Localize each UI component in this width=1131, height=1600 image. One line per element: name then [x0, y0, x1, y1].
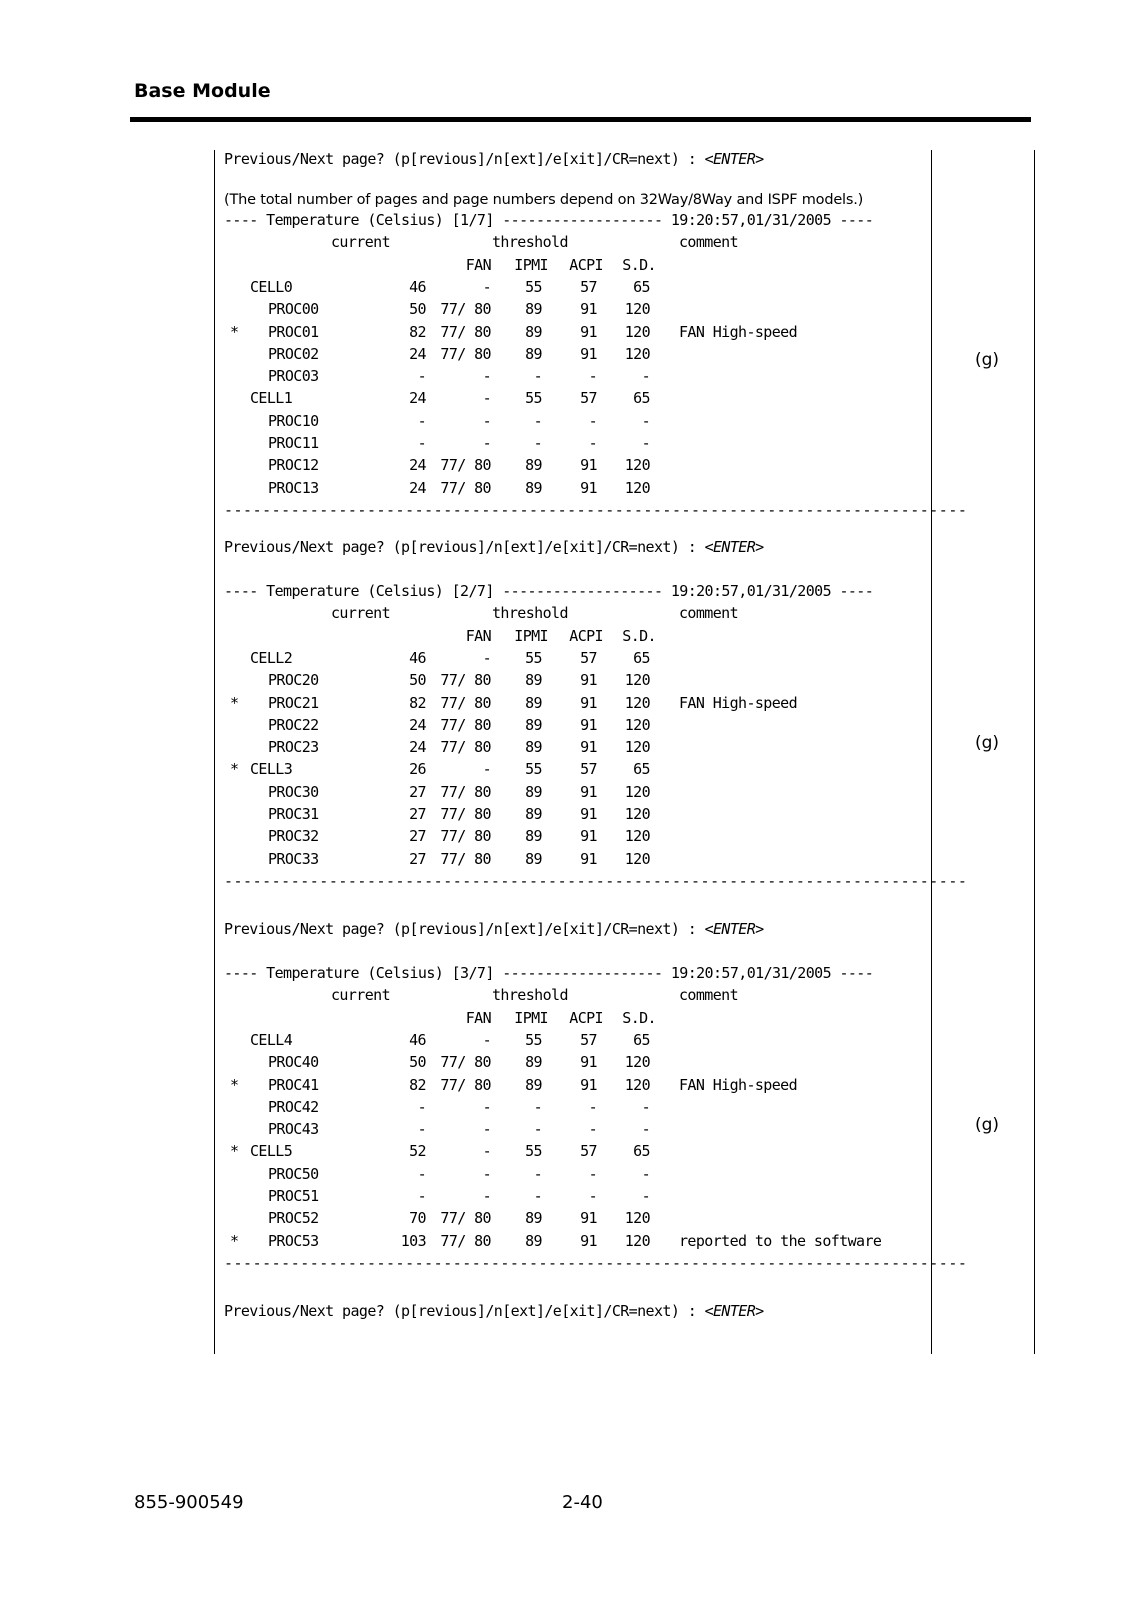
row-fan-threshold: 77/ 80 [440, 738, 491, 757]
row-fan-threshold: 77/ 80 [440, 300, 491, 319]
table-row [224, 714, 914, 736]
console-line [224, 1007, 914, 1029]
column-header-threshold: threshold [492, 233, 568, 252]
row-component-name: CELL0 [250, 277, 293, 296]
dashed-separator: ------------------------------------------------------------------------------ [224, 871, 968, 890]
row-fan-threshold: - [482, 1120, 491, 1139]
table-row [224, 1140, 914, 1162]
row-current-temp: 27 [409, 849, 426, 868]
pager-prompt [224, 536, 764, 558]
row-ipmi-threshold: - [533, 411, 542, 430]
column-header-acpi: ACPI [569, 626, 603, 645]
row-fan-threshold: 77/ 80 [440, 827, 491, 846]
row-flag: * [230, 1075, 239, 1094]
row-sd-threshold: 65 [633, 277, 650, 296]
row-sd-threshold: - [641, 411, 650, 430]
table-row [224, 736, 914, 758]
row-component-name: PROC40 [268, 1053, 319, 1072]
row-component-name: CELL4 [250, 1030, 293, 1049]
row-sd-threshold: 120 [624, 344, 650, 363]
row-fan-threshold: - [482, 411, 491, 430]
row-sd-threshold: 120 [624, 805, 650, 823]
dashed-separator: ------------------------------------------------------------------------------ [224, 1253, 968, 1272]
console-line [224, 231, 914, 253]
row-sd-threshold: 120 [624, 322, 650, 341]
temperature-page-title: ---- Temperature (Celsius) [2/7] ------------------- 19:20:57,01/31/2005 ---- [224, 582, 874, 600]
row-current-temp: - [417, 411, 426, 430]
row-current-temp: 82 [409, 1075, 426, 1094]
column-header-threshold: threshold [492, 986, 568, 1005]
pager-prompt [224, 148, 764, 170]
table-row [224, 781, 914, 803]
column-header-acpi: ACPI [569, 255, 603, 274]
enter-key-label: <ENTER> [704, 1302, 764, 1320]
row-sd-threshold: 120 [624, 1075, 650, 1094]
row-sd-threshold: - [641, 1187, 650, 1205]
temperature-page-title: ---- Temperature (Celsius) [3/7] ------------------- 19:20:57,01/31/2005 ---- [224, 964, 874, 982]
row-current-temp: 52 [409, 1142, 426, 1161]
row-fan-threshold: 77/ 80 [440, 1053, 491, 1072]
row-component-name: PROC52 [268, 1209, 319, 1228]
column-header-current: current [331, 233, 391, 252]
row-acpi-threshold: 91 [580, 849, 597, 868]
row-fan-threshold: 77/ 80 [440, 1075, 491, 1094]
row-fan-threshold: 77/ 80 [440, 322, 491, 341]
table-row [224, 1051, 914, 1073]
row-sd-threshold: 120 [624, 782, 650, 801]
column-header-acpi: ACPI [569, 1008, 603, 1027]
row-sd-threshold: 120 [624, 478, 650, 497]
row-acpi-threshold: - [588, 367, 597, 386]
console-line [224, 602, 914, 624]
row-acpi-threshold: - [588, 411, 597, 430]
row-component-name: PROC31 [268, 805, 319, 823]
row-fan-threshold: - [482, 648, 491, 667]
row-fan-threshold: - [482, 389, 491, 408]
row-sd-threshold: 120 [624, 849, 650, 868]
row-acpi-threshold: 91 [580, 1231, 597, 1250]
row-sd-threshold: 120 [624, 693, 650, 712]
row-ipmi-threshold: - [533, 1187, 542, 1205]
row-ipmi-threshold: 55 [525, 1030, 542, 1049]
prompt-text: Previous/Next page? (p[revious]/n[ext]/e[xit]/CR=next) : [224, 538, 705, 556]
row-ipmi-threshold: 89 [525, 300, 542, 319]
row-component-name: PROC22 [268, 715, 319, 734]
row-current-temp: 24 [409, 738, 426, 757]
row-ipmi-threshold: 89 [525, 671, 542, 690]
row-fan-threshold: 77/ 80 [440, 478, 491, 497]
table-row [224, 410, 914, 432]
frame-mark-rule [931, 150, 932, 1354]
table-row [224, 432, 914, 454]
row-current-temp: - [417, 1120, 426, 1139]
row-sd-threshold: 65 [633, 760, 650, 779]
row-ipmi-threshold: 89 [525, 456, 542, 475]
row-current-temp: 82 [409, 693, 426, 712]
row-fan-threshold: 77/ 80 [440, 344, 491, 363]
row-component-name: PROC41 [268, 1075, 319, 1094]
pager-prompt [224, 918, 764, 940]
row-sd-threshold: 120 [624, 1053, 650, 1072]
row-comment: FAN High-speed [679, 1075, 798, 1094]
row-sd-threshold: 65 [633, 1142, 650, 1161]
enter-key-label: <ENTER> [704, 538, 764, 556]
row-ipmi-threshold: 55 [525, 648, 542, 667]
row-component-name: CELL3 [250, 760, 293, 779]
row-ipmi-threshold: 89 [525, 344, 542, 363]
row-component-name: PROC43 [268, 1120, 319, 1139]
row-flag: * [230, 1142, 239, 1161]
row-current-temp: 70 [409, 1209, 426, 1228]
row-component-name: PROC00 [268, 300, 319, 319]
row-sd-threshold: 65 [633, 648, 650, 667]
row-current-temp: 27 [409, 782, 426, 801]
row-component-name: PROC42 [268, 1097, 319, 1116]
row-current-temp: 24 [409, 344, 426, 363]
row-fan-threshold: - [482, 434, 491, 452]
row-ipmi-threshold: 89 [525, 1075, 542, 1094]
column-header-sd: S.D. [622, 255, 656, 274]
table-row [224, 669, 914, 691]
row-fan-threshold: 77/ 80 [440, 456, 491, 475]
row-ipmi-threshold: 89 [525, 693, 542, 712]
row-current-temp: 46 [409, 648, 426, 667]
row-fan-threshold: 77/ 80 [440, 1209, 491, 1228]
row-acpi-threshold: - [588, 1120, 597, 1139]
row-sd-threshold: 120 [624, 1209, 650, 1228]
row-ipmi-threshold: 89 [525, 738, 542, 757]
row-component-name: PROC53 [268, 1231, 319, 1250]
row-ipmi-threshold: 89 [525, 322, 542, 341]
row-acpi-threshold: 91 [580, 1053, 597, 1072]
row-acpi-threshold: 91 [580, 344, 597, 363]
row-fan-threshold: 77/ 80 [440, 715, 491, 734]
console-line [224, 254, 914, 276]
row-current-temp: 27 [409, 827, 426, 846]
row-acpi-threshold: 91 [580, 1209, 597, 1228]
models-note: (The total number of pages and page numbers depend on 32Way/8Way and ISPF models.) [224, 192, 864, 208]
column-header-current: current [331, 604, 391, 623]
row-flag: * [230, 322, 239, 341]
row-acpi-threshold: 91 [580, 715, 597, 734]
column-header-comment: comment [679, 233, 739, 252]
row-flag: * [230, 1231, 239, 1250]
row-component-name: CELL2 [250, 648, 293, 667]
row-fan-threshold: - [482, 367, 491, 386]
row-current-temp: - [417, 1097, 426, 1116]
row-current-temp: 26 [409, 760, 426, 779]
column-header-fan: FAN [465, 626, 491, 645]
row-acpi-threshold: 91 [580, 478, 597, 497]
row-ipmi-threshold: 55 [525, 389, 542, 408]
row-component-name: PROC32 [268, 827, 319, 846]
row-flag: * [230, 760, 239, 779]
row-current-temp: 46 [409, 1030, 426, 1049]
frame-right-rule [1034, 150, 1035, 1354]
row-component-name: PROC03 [268, 367, 319, 386]
row-ipmi-threshold: 89 [525, 849, 542, 868]
row-ipmi-threshold: - [533, 1164, 542, 1183]
row-sd-threshold: - [641, 1097, 650, 1116]
change-mark: (g) [975, 350, 1000, 370]
row-acpi-threshold: - [588, 1187, 597, 1205]
row-sd-threshold: 120 [624, 1231, 650, 1250]
row-component-name: CELL5 [250, 1142, 293, 1161]
row-acpi-threshold: - [588, 1164, 597, 1183]
row-acpi-threshold: 91 [580, 456, 597, 475]
row-current-temp: 50 [409, 671, 426, 690]
table-row [224, 1163, 914, 1185]
row-ipmi-threshold: 89 [525, 1209, 542, 1228]
row-current-temp: - [417, 367, 426, 386]
row-ipmi-threshold: - [533, 367, 542, 386]
column-header-sd: S.D. [622, 1008, 656, 1027]
row-component-name: PROC50 [268, 1164, 319, 1183]
column-header-sd: S.D. [622, 626, 656, 645]
row-sd-threshold: 120 [624, 456, 650, 475]
row-component-name: PROC12 [268, 456, 319, 475]
row-acpi-threshold: 57 [580, 760, 597, 779]
row-sd-threshold: 120 [624, 300, 650, 319]
row-fan-threshold: - [482, 1187, 491, 1205]
table-row [224, 1074, 914, 1096]
table-row [224, 1118, 914, 1140]
row-comment: reported to the software [679, 1231, 882, 1250]
table-row [224, 298, 914, 320]
row-current-temp: 46 [409, 277, 426, 296]
row-current-temp: 50 [409, 1053, 426, 1072]
row-current-temp: 24 [409, 715, 426, 734]
row-sd-threshold: 65 [633, 1030, 650, 1049]
column-header-ipmi: IPMI [514, 255, 548, 274]
row-sd-threshold: 120 [624, 827, 650, 846]
table-row [224, 276, 914, 298]
table-row [224, 1207, 914, 1229]
prompt-text: Previous/Next page? (p[revious]/n[ext]/e[xit]/CR=next) : [224, 920, 705, 938]
row-fan-threshold: 77/ 80 [440, 782, 491, 801]
console-line [224, 625, 914, 647]
table-row [224, 477, 914, 499]
row-acpi-threshold: - [588, 1097, 597, 1116]
row-acpi-threshold: 91 [580, 827, 597, 846]
row-current-temp: 103 [400, 1231, 426, 1250]
row-component-name: PROC02 [268, 344, 319, 363]
row-ipmi-threshold: 55 [525, 1142, 542, 1161]
row-acpi-threshold: 57 [580, 389, 597, 408]
pager-prompt [224, 1300, 764, 1322]
row-ipmi-threshold: 89 [525, 1053, 542, 1072]
row-ipmi-threshold: - [533, 1097, 542, 1116]
table-row [224, 1230, 914, 1252]
row-flag: * [230, 693, 239, 712]
row-component-name: PROC51 [268, 1187, 319, 1205]
enter-key-label: <ENTER> [704, 920, 764, 938]
row-ipmi-threshold: - [533, 1120, 542, 1139]
table-row [224, 321, 914, 343]
row-component-name: PROC21 [268, 693, 319, 712]
column-header-ipmi: IPMI [514, 626, 548, 645]
row-acpi-threshold: 57 [580, 648, 597, 667]
row-acpi-threshold: 91 [580, 671, 597, 690]
page-number: 2-40 [562, 1492, 603, 1513]
table-row [224, 825, 914, 847]
row-acpi-threshold: 91 [580, 782, 597, 801]
row-acpi-threshold: 91 [580, 805, 597, 823]
row-fan-threshold: - [482, 1164, 491, 1183]
row-current-temp: - [417, 434, 426, 452]
table-row [224, 1096, 914, 1118]
row-component-name: PROC11 [268, 434, 319, 452]
table-row [224, 1029, 914, 1051]
row-ipmi-threshold: 55 [525, 277, 542, 296]
page-header-title: Base Module [134, 80, 271, 102]
row-sd-threshold: - [641, 434, 650, 452]
row-component-name: PROC33 [268, 849, 319, 868]
table-row [224, 454, 914, 476]
row-current-temp: - [417, 1164, 426, 1183]
row-component-name: PROC30 [268, 782, 319, 801]
row-component-name: PROC20 [268, 671, 319, 690]
change-mark: (g) [975, 1115, 1000, 1135]
row-fan-threshold: 77/ 80 [440, 693, 491, 712]
row-sd-threshold: - [641, 1164, 650, 1183]
row-acpi-threshold: 91 [580, 322, 597, 341]
row-fan-threshold: - [482, 1030, 491, 1049]
row-sd-threshold: 120 [624, 715, 650, 734]
row-ipmi-threshold: 55 [525, 760, 542, 779]
row-current-temp: 27 [409, 805, 426, 823]
row-comment: FAN High-speed [679, 693, 798, 712]
temperature-page-title: ---- Temperature (Celsius) [1/7] ------------------- 19:20:57,01/31/2005 ---- [224, 211, 874, 229]
row-fan-threshold: 77/ 80 [440, 805, 491, 823]
prompt-text: Previous/Next page? (p[revious]/n[ext]/e[xit]/CR=next) : [224, 1302, 705, 1320]
row-sd-threshold: 120 [624, 738, 650, 757]
table-row [224, 848, 914, 870]
table-row [224, 647, 914, 669]
table-row [224, 692, 914, 714]
row-sd-threshold: 65 [633, 389, 650, 408]
row-current-temp: - [417, 1187, 426, 1205]
row-fan-threshold: - [482, 277, 491, 296]
row-sd-threshold: - [641, 1120, 650, 1139]
table-row [224, 803, 914, 825]
row-ipmi-threshold: - [533, 434, 542, 452]
dashed-separator: ------------------------------------------------------------------------------ [224, 500, 968, 519]
row-comment: FAN High-speed [679, 322, 798, 341]
row-ipmi-threshold: 89 [525, 1231, 542, 1250]
column-header-fan: FAN [465, 255, 491, 274]
column-header-threshold: threshold [492, 604, 568, 623]
column-header-fan: FAN [465, 1008, 491, 1027]
row-fan-threshold: - [482, 760, 491, 779]
row-ipmi-threshold: 89 [525, 805, 542, 823]
table-row [224, 1185, 914, 1207]
enter-key-label: <ENTER> [704, 150, 764, 168]
prompt-text: Previous/Next page? (p[revious]/n[ext]/e[xit]/CR=next) : [224, 150, 705, 168]
row-acpi-threshold: 91 [580, 738, 597, 757]
row-component-name: CELL1 [250, 389, 293, 408]
row-ipmi-threshold: 89 [525, 782, 542, 801]
row-current-temp: 24 [409, 478, 426, 497]
table-row [224, 343, 914, 365]
header-rule [130, 117, 1031, 122]
console-line [224, 984, 914, 1006]
row-sd-threshold: - [641, 367, 650, 386]
row-fan-threshold: - [482, 1097, 491, 1116]
document-number: 855-900549 [134, 1492, 244, 1513]
row-ipmi-threshold: 89 [525, 715, 542, 734]
frame-left-rule [214, 150, 215, 1354]
row-component-name: PROC10 [268, 411, 319, 430]
column-header-current: current [331, 986, 391, 1005]
row-fan-threshold: 77/ 80 [440, 671, 491, 690]
row-fan-threshold: 77/ 80 [440, 849, 491, 868]
change-mark: (g) [975, 733, 1000, 753]
table-row [224, 387, 914, 409]
row-component-name: PROC23 [268, 738, 319, 757]
row-acpi-threshold: 57 [580, 1030, 597, 1049]
row-component-name: PROC01 [268, 322, 319, 341]
row-acpi-threshold: - [588, 434, 597, 452]
row-acpi-threshold: 57 [580, 1142, 597, 1161]
table-row [224, 758, 914, 780]
row-acpi-threshold: 91 [580, 300, 597, 319]
row-current-temp: 24 [409, 456, 426, 475]
row-acpi-threshold: 91 [580, 693, 597, 712]
row-acpi-threshold: 57 [580, 277, 597, 296]
row-acpi-threshold: 91 [580, 1075, 597, 1094]
column-header-comment: comment [679, 604, 739, 623]
column-header-ipmi: IPMI [514, 1008, 548, 1027]
column-header-comment: comment [679, 986, 739, 1005]
row-fan-threshold: 77/ 80 [440, 1231, 491, 1250]
row-ipmi-threshold: 89 [525, 827, 542, 846]
row-current-temp: 82 [409, 322, 426, 341]
row-current-temp: 24 [409, 389, 426, 408]
row-current-temp: 50 [409, 300, 426, 319]
row-ipmi-threshold: 89 [525, 478, 542, 497]
row-component-name: PROC13 [268, 478, 319, 497]
row-sd-threshold: 120 [624, 671, 650, 690]
row-fan-threshold: - [482, 1142, 491, 1161]
table-row [224, 365, 914, 387]
